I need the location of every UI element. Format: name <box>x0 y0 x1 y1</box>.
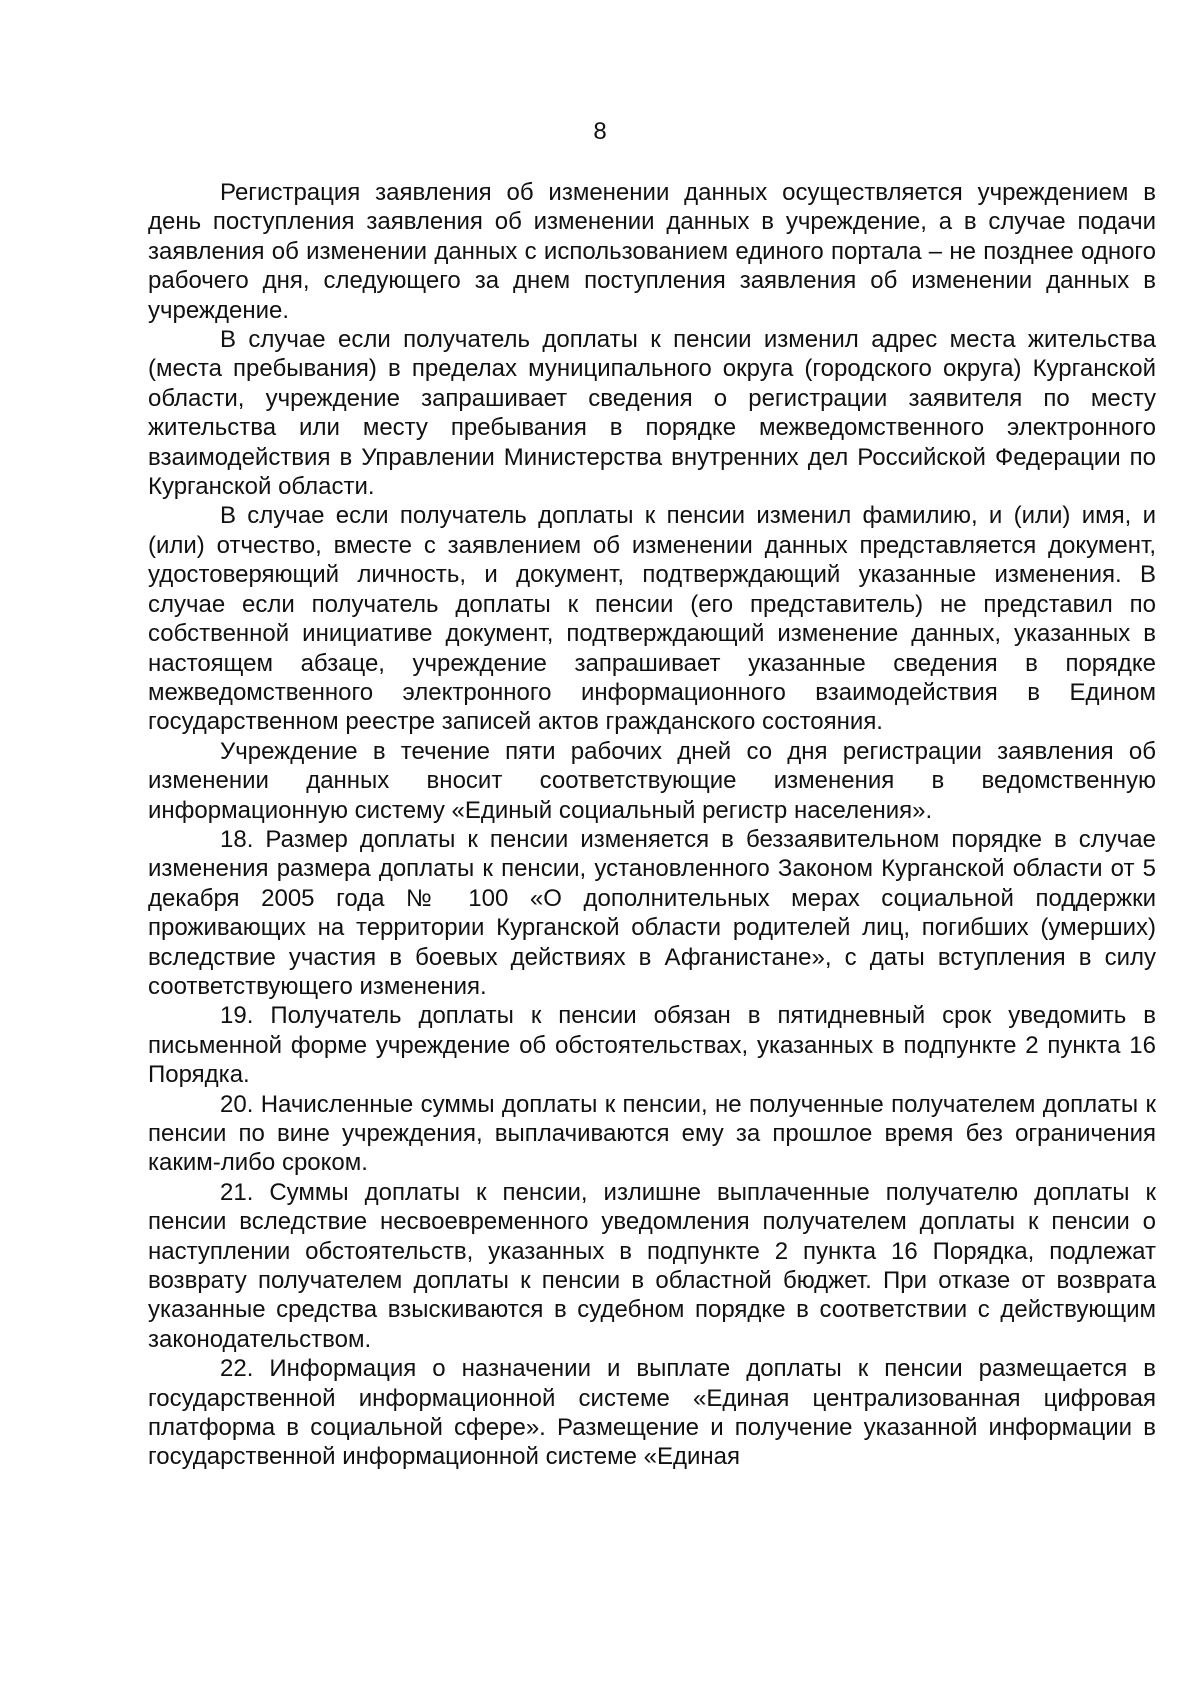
paragraph-name-change: В случае если получатель доплаты к пенсии изменил фамилию, и (или) имя, и (или) отчество, вместе с заявлением об изменении данных представляется документ, удостоверяющий личность, и документ, подтверждающий указанные изменения. В случае если получатель доплаты к пенсии (его представитель) не представил по собственной инициативе документ, подтверждающий изменение данных, указанных в настоящем абзаце, учреждение запрашивает указанные сведения в порядке межведомственного электронного информационного взаимодействия в Едином государственном реестре записей актов гражданского состояния. <box>148 502 1156 736</box>
paragraph-item-18: 18. Размер доплаты к пенсии изменяется в беззаявительном порядке в случае изменения размера доплаты к пенсии, установленного Законом Курганской области от 5 декабря 2005 года № 100 «О дополнительных мерах социальной поддержки проживающих на территории Курганской области родителей лиц, погибших (умерших) вследствие участия в боевых действиях в Афганистане», с даты вступления в силу соответствующего изменения. <box>148 825 1156 1000</box>
paragraph-registration: Регистрация заявления об изменении данных осуществляется учреждением в день поступления заявления об изменении данных в учреждение, а в случае подачи заявления об изменении данных с использованием единого портала – не позднее одного рабочего дня, следующего за днем поступления заявления об изменении данных в учреждение. <box>148 179 1156 324</box>
page-number: 8 <box>593 118 607 145</box>
document-body <box>148 178 1156 1472</box>
paragraph-item-22: 22. Информация о назначении и выплате доплаты к пенсии размещается в государственной информационной системе «Единая централизованная цифровая платформа в социальной сфере». Размещение и получение указанной информации в государственной информационной системе «Единая <box>148 1355 1156 1471</box>
paragraph-register-update: Учреждение в течение пяти рабочих дней со дня регистрации заявления об изменении данных вносит соответствующие изменения в ведомственную информационную систему «Единый социальный регистр населения». <box>148 737 1156 824</box>
paragraph-address-change: В случае если получатель доплаты к пенсии изменил адрес места жительства (места пребывания) в пределах муниципального округа (городского округа) Курганской области, учреждение запрашивает сведения о регистрации заявителя по месту жительства или месту пребывания в порядке межведомственного электронного взаимодействия в Управлении Министерства внутренних дел Российской Федерации по Курганской области. <box>148 326 1156 501</box>
paragraph-item-20: 20. Начисленные суммы доплаты к пенсии, не полученные получателем доплаты к пенсии по вине учреждения, выплачиваются ему за прошлое время без ограничения каким-либо сроком. <box>148 1090 1156 1177</box>
paragraph-item-19: 19. Получатель доплаты к пенсии обязан в пятидневный срок уведомить в письменной форме учреждение об обстоятельствах, указанных в подпункте 2 пункта 16 Порядка. <box>148 1002 1156 1089</box>
paragraph-item-21: 21. Суммы доплаты к пенсии, излишне выплаченные получателю доплаты к пенсии вследствие несвоевременного уведомления получателем доплаты к пенсии о наступлении обстоятельств, указанных в подпункте 2 пункта 16 Порядка, подлежат возврату получателем доплаты к пенсии в областной бюджет. При отказе от возврата указанные средства взыскиваются в судебном порядке в соответствии с действующим законодательством. <box>148 1178 1156 1353</box>
